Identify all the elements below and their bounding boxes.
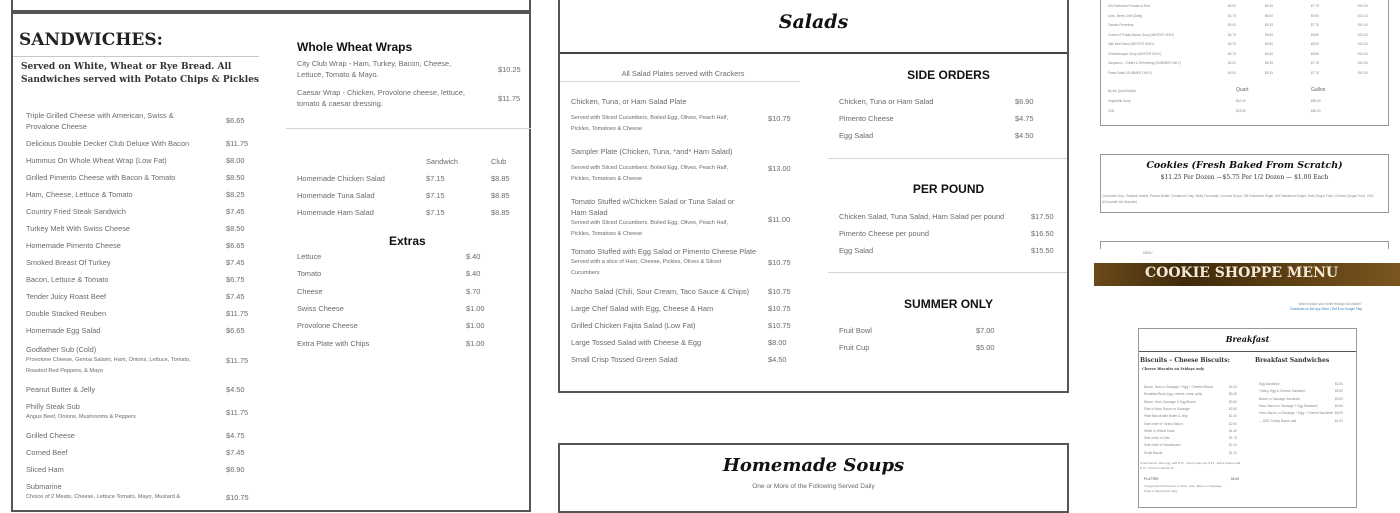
breakfast-title: Breakfast [1225,334,1270,344]
per-pound-price: $17.50 [1031,212,1054,221]
sandwich-price: $10.75 [226,493,249,502]
sandwich-name: Country Fried Steak Sandwich [26,207,126,216]
breakfast-sandwich-price: $5.00 [1335,411,1343,416]
side-order-price: $6.90 [1015,97,1034,106]
salad-name: Tomato Stuffed with Egg Salad or Pimento Cheese Plate [571,247,757,256]
breakfast-sandwich-price: $3.90 [1335,396,1343,401]
platter-description: 2 Eggs with hashbrowns or Grits, Ham, Bacon or Sausage, Toast or Biscuit with Jelly [1144,484,1223,493]
sandwich-price: $6.65 [226,241,245,250]
gallon-price: $50.00 [1311,99,1321,103]
salad-sandwich-name: Homemade Tuna Salad [297,191,375,200]
salad-name: Nacho Salad (Chili, Sour Cream, Taco Sauce & Chips) [571,287,750,296]
biscuits-title: Biscuits – Cheese Biscuits: [1140,357,1230,364]
breakfast-sandwiches-title: Breakfast Sandwiches [1255,357,1330,364]
soup-price: $7.75 [1311,23,1319,27]
soup-price: $4.75 [1228,32,1236,37]
biscuit-price: $2.50 [1229,406,1237,411]
sandwich-price: $7.15 [426,191,445,200]
per-pound-price: $15.50 [1031,246,1054,255]
sandwiches-panel [11,12,531,512]
col-club-header: Club [491,157,507,166]
sandwich-price: $7.45 [226,292,245,301]
gallon-price: $60.00 [1311,108,1321,113]
salad-price: $10.75 [768,321,791,330]
sandwich-name: Homemade Egg Salad [26,326,101,335]
salad-price: $10.75 [768,304,791,313]
salad-price: $10.75 [768,258,791,267]
soup-price: $4.00 [1228,23,1236,27]
salad-name: Large Chef Salad with Egg, Cheese & Ham [571,304,714,313]
sandwich-price: $11.75 [226,408,249,417]
soup-price: $7.75 [1311,4,1319,8]
soup-price: $5.35 [1265,23,1273,27]
per-pound-name: Pimento Cheese per pound [839,229,929,238]
wrap-name: Caesar Wrap - Chicken, Provolone cheese, lettuce, tomato & caesar dressing. [297,88,465,108]
salad-price: $4.50 [768,355,787,364]
extras-title: Extras [389,234,426,248]
soup-price: $4.75 [1228,42,1236,46]
breakfast-sandwich-price: $3.50 [1335,382,1343,386]
soup-price-table [1100,0,1389,126]
side-order-name: Chicken, Tuna or Ham Salad [839,97,934,106]
sandwich-price: $11.75 [226,309,249,318]
extra-price: $.40 [466,252,481,261]
sandwich-name: Delicious Double Decker Club Deluxe With Bacon [26,139,190,148]
biscuit-name: Breakfast Bowl (egg, cheese, meat, grits) [1144,392,1203,397]
soup-name: Cream of Potato Bacon Soup (WINTER ONLY) [1108,32,1175,37]
salad-description: Served with Sliced Cucumbers, Boiled Egg, Olives, Peach Half, Pickles, Tomatoes & Cheese [571,220,729,237]
breakfast-sandwich-name: Ham, Bacon or Sausage + Egg Sandwich [1259,403,1318,408]
soup-price: $6.60 [1265,42,1273,46]
sandwich-name: Hummus On Whole Wheat Wrap (Low Fat) [26,156,167,165]
breakfast-sandwich-name: — ADD Turkey Bacon add [1259,418,1297,423]
breakfast-sandwich-name: Egg Sandwich [1259,382,1280,386]
platter-price: $8.95 [1231,477,1239,481]
soup-price: $12.00 [1358,42,1368,46]
soup-name: Cheeseburger Soup (WINTER ONLY) [1108,51,1162,56]
salad-name: Tomato Stuffed w/Chicken Salad or Tuna Salad or Ham Salad [571,197,735,217]
menu-small-label: MENU [1143,251,1153,255]
breakfast-sandwich-price: $4.50 [1335,403,1343,408]
side-order-price: $4.50 [1015,131,1034,140]
cookies-title: Cookies (Fresh Baked From Scratch) [1146,160,1343,171]
side-orders-title: SIDE ORDERS [907,68,990,82]
sandwich-price: $7.45 [226,448,245,457]
biscuit-footnote: Small biscuit: With egg, add $.75 · Sunny side only $.15 · Extra cheese add $.75 · Pimento add $1.00 [1140,461,1241,470]
salad-price: $11.00 [768,215,791,224]
biscuit-price: $1.40 [1229,414,1237,419]
summer-item-price: $5.00 [976,343,995,352]
divider [13,56,259,57]
col-gallon-header: Gallon [1311,87,1326,93]
soup-price: $9.00 [1311,42,1319,46]
soup-name: Irish Beef Stew (WINTER ONLY) [1108,42,1155,46]
per-pound-price: $16.50 [1031,229,1054,238]
soup-price: $4.00 [1228,70,1236,75]
divider [560,81,800,82]
salads-title: Salads [778,11,849,33]
biscuit-price: $1.40 [1229,428,1237,433]
sandwich-price: $6.65 [226,116,245,125]
sandwich-name: Grilled Cheese [26,431,75,440]
soup-name: Tomato Florentine [1108,23,1134,27]
salad-name: Chicken, Tuna, or Ham Salad Plate [571,97,687,106]
sandwich-name: Godfather Sub (Cold) [26,345,97,354]
breakfast-sandwich-price: $1.00 [1335,418,1343,423]
soup-price: $12.00 [1358,32,1368,37]
biscuit-name: Bacon, Ham, Sausage & Egg Biscuit [1144,399,1196,404]
sandwich-name: Turkey Melt With Swiss Cheese [26,224,131,233]
soup-price: $5.35 [1265,61,1273,65]
sandwich-name: Philly Steak Sub [26,402,80,411]
divider [560,52,1067,54]
biscuit-name: Side order of Turkey Bacon [1144,421,1183,426]
side-order-name: Egg Salad [839,131,874,140]
soup-price: $8.85 [1311,32,1319,37]
salad-price: $10.75 [768,114,791,123]
sandwich-price: $4.75 [226,431,245,440]
salad-description: Served with Sliced Cucumbers, Boiled Egg, Olives, Peach Half, Pickles, Tomatoes & Cheese [571,115,729,132]
sandwich-price: $8.50 [226,224,245,233]
biscuit-name: Side order of Hashbrowns [1144,443,1181,448]
soup-price: $10.00 [1358,70,1368,75]
biscuit-name: White or Wheat Toast [1144,428,1175,433]
salads-note: All Salad Plates served with Crackers [621,69,745,78]
biscuit-name: Bacon, Ham or Sausage + Egg + Cheese Biscuit [1144,385,1213,389]
club-price: $8.85 [491,174,510,183]
soup-price: $4.00 [1228,61,1236,65]
sandwich-price: $11.75 [226,356,249,365]
breakfast-sandwich-name: Turkey, Egg & Cheese Sandwich [1259,389,1306,394]
salad-name: Sampler Plate (Chicken, Tuna, *and* Ham Salad) [571,147,733,156]
soup-name: Pasta Salad (SUMMER ONLY) [1108,70,1152,75]
extra-price: $1.00 [466,338,485,348]
soup-price: $9.00 [1311,13,1319,18]
sandwich-name: Ham, Cheese, Lettuce & Tomato [26,190,133,199]
sandwich-price: $6.65 [226,326,245,335]
extra-name: Cheese [297,286,323,296]
soups-panel [558,443,1069,513]
biscuit-name: Side of Ham, Bacon or Sausage [1144,406,1190,411]
biscuit-price: $2.10 [1229,443,1237,448]
side-order-name: Pimento Cheese [839,114,894,123]
wrap-name: City Club Wrap - Ham, Turkey, Bacon, Cheese, Lettuce, Tomato & Mayo. [297,59,452,79]
salad-name: Large Tossed Salad with Cheese & Egg [571,338,702,347]
breakfast-sandwich-name: Ham, Bacon, or Sausage + Egg + Cheese Sandwich [1259,411,1334,416]
panel-edge [1100,241,1389,249]
divider [1139,351,1356,352]
platter-label: PLATTER [1144,477,1159,481]
extra-price: $1.00 [466,303,485,313]
cookie-flavors: Chocolate Chip, Oatmeal Jewels, Peanut Butter, Cinnamon Crisp, Nutty Chocolate, Coconut Drops, Old Fashioned Sugar, Old Fashioned Ginger, Date (Sugar Free), Cheese (Sugar Free), CNS (Chocolate Nut Surprise) [1102,194,1374,204]
cookie-shoppe-banner [1094,263,1400,286]
salad-description: Served with a slice of Ham, Cheese, Pickles, Olives & Sliced Cucumbers [571,259,722,276]
breakfast-sandwich-price: $5.50 [1335,389,1343,394]
soup-price: $12.00 [1358,13,1368,18]
extra-price: $1.00 [466,321,485,331]
biscuits-note: Cheese Biscuits on Fridays only [1142,367,1205,371]
sandwich-price: $6.75 [226,275,245,284]
soup-price: $4.75 [1228,51,1236,56]
biscuit-price: $2.00 [1229,421,1237,426]
biscuit-price: $1.75 [1229,436,1237,441]
sandwich-price: $7.15 [426,174,445,183]
per-pound-name: Chicken Salad, Tuna Salad, Ham Salad per pound [839,212,1005,221]
salad-price: $13.00 [768,164,791,173]
side-order-price: $4.75 [1015,114,1034,123]
soup-price: $8.85 [1311,51,1319,56]
order-prompt: Want to place your order through DoorDash? [1298,302,1362,306]
extra-price: $.40 [466,269,481,279]
breakfast-panel [1138,328,1357,508]
sandwich-description: Provolone Cheese, Genoa Salami, Ham, Onions, Lettuce, Tomato, Roasted Red Peppers, & Mayo [26,357,191,374]
summer-item-name: Fruit Cup [839,343,870,352]
club-price: $8.85 [491,191,510,200]
quart-price: $15.00 [1236,108,1246,113]
wrap-price: $11.75 [498,94,521,103]
sandwiches-title: SANDWICHES: [19,30,163,50]
cookies-panel [1100,154,1389,213]
salads-panel [558,0,1069,393]
sandwich-price: $7.45 [226,258,245,267]
salad-sandwich-name: Homemade Ham Salad [297,208,374,217]
sandwich-price: $11.75 [226,139,249,148]
summer-only-title: SUMMER ONLY [904,297,993,311]
extra-name: Extra Plate with Chips [297,338,370,348]
col-sandwich-header: Sandwich [426,157,459,166]
biscuit-price: $1.10 [1229,450,1237,455]
sandwich-name: Submarine [26,482,62,491]
salad-name: Small Crisp Tossed Green Salad [571,355,678,364]
soup-price: $12.00 [1358,51,1368,56]
soup-price: $7.75 [1311,61,1319,65]
soup-price: $6.60 [1265,13,1273,18]
soup-name: Lean, Beefy Chili (Daily) [1108,13,1143,18]
sandwich-price: $8.25 [226,190,245,199]
bulk-label: By the Quart/Gallon [1108,89,1136,93]
soups-subtitle: One or More of the Following Served Daily [752,483,875,490]
extra-name: Provolone Cheese [297,321,358,331]
sandwich-name: Homemade Pimento Cheese [26,241,121,250]
sandwich-name: Triple Grilled Cheese with American, Swiss & Provalone Cheese [26,111,174,131]
banner-title: COOKIE SHOPPE MENU [1145,265,1339,281]
divider [828,272,1067,273]
soup-price: $4.00 [1228,4,1236,8]
per-pound-title: PER POUND [912,182,985,196]
sandwich-name: Bacon, Lettuce & Tomato [26,275,109,284]
extra-name: Tomato [297,269,322,279]
biscuit-name: Plain Biscuit with Butter & Jelly [1144,414,1188,419]
biscuit-price: $4.25 [1229,385,1237,389]
sandwich-price: $7.15 [426,208,445,217]
salad-name: Grilled Chicken Fajita Salad (Low Fat) [571,321,696,330]
salad-description: Served with Sliced Cucumbers, Boiled Egg, Olives, Peach Half, Pickles, Tomatoes & Cheese [571,165,729,182]
soup-price: $5.35 [1265,4,1273,8]
salad-price: $10.75 [768,287,791,296]
wraps-title: Whole Wheat Wraps [297,40,413,54]
sandwich-name: Corned Beef [26,448,68,457]
soups-title: Homemade Soups [722,455,905,476]
sandwich-price: $4.50 [226,385,245,394]
sandwich-name: Grilled Pimento Cheese with Bacon & Tomato [26,173,176,182]
sandwich-name: Peanut Butter & Jelly [26,385,96,394]
divider [286,128,531,129]
breakfast-sandwich-name: Bacon or Sausage Sandwich [1259,396,1300,401]
soup-price: $7.75 [1311,70,1319,75]
soup-price: $5.35 [1265,70,1273,75]
biscuit-name: Small Biscuit [1144,450,1163,455]
sandwich-name: Double Stacked Reuben [26,309,107,318]
soup-price: $6.60 [1265,32,1273,37]
biscuit-name: Side order of Grits [1144,436,1170,441]
cookies-pricing: $11.25 Per Dozen —$5.75 Per 1/2 Dozen — $1.00 Each [1160,174,1329,181]
previous-menu-panel [11,0,531,12]
sandwich-price: $8.50 [226,173,245,182]
soup-price: $10.00 [1358,61,1368,65]
extra-name: Swiss Cheese [297,303,344,313]
sandwiches-subtitle: Served on White, Wheat or Rye Bread. All Sandwiches served with Potato Chips & Pickles [21,62,260,85]
sandwich-name: Smoked Breast Of Turkey [26,258,111,267]
bulk-soup-name: Vegetable Soup [1108,99,1131,103]
extra-price: $.70 [466,286,481,296]
sandwich-price: $6.90 [226,465,245,474]
bulk-soup-name: Chili [1108,108,1115,113]
soup-price: $10.00 [1358,4,1368,8]
club-price: $8.85 [491,208,510,217]
soup-name: Old Fashioned Tomato & Rice [1108,4,1151,8]
biscuit-price: $6.25 [1229,392,1237,397]
divider [828,158,1067,159]
sandwich-name: Sliced Ham [26,465,64,474]
sandwich-description: Angus Beef, Onions, Mushrooms & Peppers [26,414,136,420]
salad-price: $8.00 [768,338,787,347]
soup-name: Gazpacho - Chilled & Refreshing (SUMMER ONLY) [1108,61,1181,65]
sandwich-price: $7.45 [226,207,245,216]
sandwich-name: Tender Juicy Roast Beef [26,292,107,301]
app-store-link[interactable]: Download on the App Store | Get it on Google Play [1290,307,1362,311]
biscuit-price: $3.50 [1229,399,1237,404]
col-quart-header: Quart [1236,87,1249,93]
summer-item-name: Fruit Bowl [839,326,872,335]
sandwich-description: Choice of 2 Meats, Cheese, Lettuce Tomato, Mayo, Mustard & [26,494,181,500]
summer-item-price: $7.00 [976,326,995,335]
sandwich-price: $8.00 [226,156,245,165]
soup-price: $4.75 [1228,13,1236,18]
soup-price: $10.00 [1358,23,1368,27]
soup-price: $6.60 [1265,51,1273,56]
wrap-price: $10.25 [498,65,521,74]
quart-price: $10.00 [1236,99,1246,103]
salad-sandwich-name: Homemade Chicken Salad [297,174,385,183]
extra-name: Lettuce [297,252,322,261]
per-pound-name: Egg Salad [839,246,874,255]
